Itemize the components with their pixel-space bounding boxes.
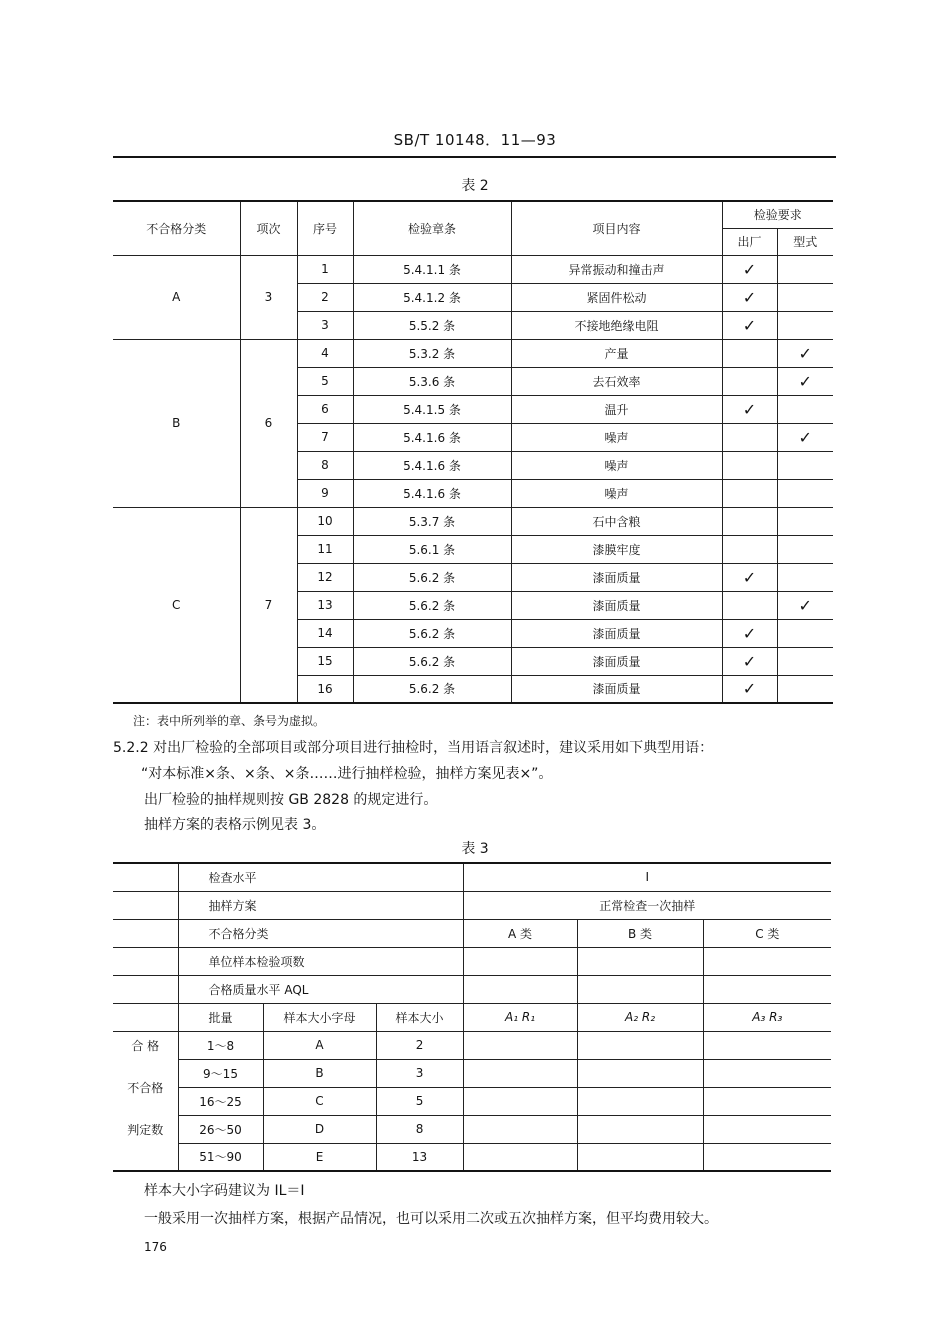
- clause-5-2-2: 5.2.2 对出厂检验的全部项目或部分项目进行抽检时，当用语言叙述时，建议采用如下典型用语：: [113, 740, 714, 756]
- type-check-cell: [777, 647, 833, 675]
- table-row: [113, 507, 833, 535]
- class-label: 不合格分类: [178, 919, 463, 947]
- letter-cell: B: [263, 1059, 376, 1087]
- seq-cell: 10: [297, 507, 353, 535]
- content-cell: 漆面质量: [511, 619, 722, 647]
- content-cell: 漆面质量: [511, 675, 722, 703]
- header-content: 项目内容: [511, 201, 722, 255]
- clause-cell: 5.6.2 条: [353, 675, 511, 703]
- size-cell: 8: [376, 1115, 463, 1143]
- factory-check-cell: [722, 339, 777, 367]
- class-a: A 类: [463, 919, 577, 947]
- content-cell: 漆面质量: [511, 591, 722, 619]
- clause-cell: 5.6.1 条: [353, 535, 511, 563]
- items-cell: 7: [240, 507, 297, 703]
- check-icon: ✓: [798, 595, 812, 615]
- side-fail: 不合格: [113, 1059, 178, 1115]
- type-check-cell: [777, 395, 833, 423]
- check-icon: ✓: [742, 287, 757, 307]
- seq-cell: 9: [297, 479, 353, 507]
- content-cell: 噪声: [511, 479, 722, 507]
- items-cell: 3: [240, 255, 297, 339]
- factory-check-cell: [722, 591, 777, 619]
- items-cell: 6: [240, 339, 297, 507]
- type-check-cell: [777, 591, 833, 619]
- content-cell: 异常振动和撞击声: [511, 255, 722, 283]
- type-check-cell: [777, 507, 833, 535]
- factory-check-cell: [722, 451, 777, 479]
- content-cell: 漆面质量: [511, 563, 722, 591]
- class-cell: A: [113, 255, 240, 339]
- content-cell: 产量: [511, 339, 722, 367]
- factory-check-cell: [722, 479, 777, 507]
- check-icon: ✓: [742, 259, 757, 279]
- seq-cell: 11: [297, 535, 353, 563]
- clause-cell: 5.4.1.6 条: [353, 479, 511, 507]
- document-header: SB/T 10148．11—93: [393, 131, 557, 149]
- header-seq: 序号: [297, 201, 353, 255]
- sampling-rule-text: 出厂检验的抽样规则按 GB 2828 的规定进行。: [144, 792, 438, 808]
- factory-check-cell: [722, 563, 777, 591]
- content-cell: 石中含粮: [511, 507, 722, 535]
- size-cell: 3: [376, 1059, 463, 1087]
- letter-cell: E: [263, 1143, 376, 1171]
- factory-check-cell: [722, 367, 777, 395]
- check-icon: ✓: [798, 427, 812, 447]
- seq-cell: 7: [297, 423, 353, 451]
- factory-check-cell: [722, 535, 777, 563]
- clause-cell: 5.4.1.6 条: [353, 423, 511, 451]
- type-check-cell: [777, 675, 833, 703]
- unit-items-label: 单位样本检验项数: [178, 947, 463, 975]
- content-cell: 温升: [511, 395, 722, 423]
- type-check-cell: [777, 619, 833, 647]
- table-note: 注：表中所列举的章、条号为虚拟。: [133, 714, 326, 728]
- header-clause: 检验章条: [353, 201, 511, 255]
- batch-cell: 51～90: [178, 1143, 263, 1171]
- table-row: [113, 339, 833, 367]
- seq-cell: 14: [297, 619, 353, 647]
- check-icon: ✓: [742, 399, 757, 419]
- aql-label: 合格质量水平 AQL: [178, 975, 463, 1003]
- clause-cell: 5.4.1.6 条: [353, 451, 511, 479]
- sampling-plan-label: 抽样方案: [178, 891, 463, 919]
- content-cell: 噪声: [511, 423, 722, 451]
- type-check-cell: [777, 451, 833, 479]
- typical-phrase: “对本标准×条、×条、×条……进行抽样检验，抽样方案见表×”。: [141, 766, 553, 782]
- class-cell: C: [113, 507, 240, 703]
- sampling-plan-value: 正常检查一次抽样: [463, 891, 831, 919]
- check-icon: ✓: [742, 315, 757, 335]
- content-cell: 漆面质量: [511, 647, 722, 675]
- check-icon: ✓: [742, 623, 757, 643]
- check-icon: ✓: [742, 679, 757, 699]
- clause-cell: 5.6.2 条: [353, 619, 511, 647]
- factory-check-cell: [722, 675, 777, 703]
- col-letter: 样本大小字母: [263, 1003, 376, 1031]
- table-row: [113, 255, 833, 283]
- letter-cell: D: [263, 1115, 376, 1143]
- content-cell: 噪声: [511, 451, 722, 479]
- side-pass: 合 格: [113, 1031, 178, 1059]
- clause-cell: 5.3.6 条: [353, 367, 511, 395]
- inspection-level-label: 检查水平: [178, 863, 463, 891]
- table3-reference-text: 抽样方案的表格示例见表 3。: [144, 817, 326, 833]
- content-cell: 不接地绝缘电阻: [511, 311, 722, 339]
- header-items: 项次: [240, 201, 297, 255]
- sample-code-note: 样本大小字码建议为 IL＝Ⅰ: [144, 1183, 305, 1199]
- header-requirement: 检验要求: [722, 201, 833, 228]
- factory-check-cell: [722, 395, 777, 423]
- clause-cell: 5.3.7 条: [353, 507, 511, 535]
- factory-check-cell: [722, 423, 777, 451]
- seq-cell: 15: [297, 647, 353, 675]
- check-icon: ✓: [798, 371, 812, 391]
- clause-cell: 5.4.1.1 条: [353, 255, 511, 283]
- table2-caption: 表 2: [461, 178, 489, 194]
- seq-cell: 8: [297, 451, 353, 479]
- clause-cell: 5.3.2 条: [353, 339, 511, 367]
- clause-cell: 5.6.2 条: [353, 591, 511, 619]
- header-class: 不合格分类: [113, 201, 240, 255]
- table3-caption: 表 3: [461, 841, 489, 857]
- seq-cell: 13: [297, 591, 353, 619]
- type-check-cell: [777, 255, 833, 283]
- header-factory: 出厂: [722, 228, 777, 255]
- check-icon: ✓: [742, 567, 757, 587]
- check-icon: ✓: [742, 651, 757, 671]
- col-batch: 批量: [178, 1003, 263, 1031]
- ar-a: A₁ R₁: [463, 1003, 577, 1031]
- class-b: B 类: [577, 919, 703, 947]
- seq-cell: 4: [297, 339, 353, 367]
- class-c: C 类: [703, 919, 831, 947]
- size-cell: 5: [376, 1087, 463, 1115]
- seq-cell: 16: [297, 675, 353, 703]
- seq-cell: 2: [297, 283, 353, 311]
- letter-cell: C: [263, 1087, 376, 1115]
- seq-cell: 12: [297, 563, 353, 591]
- side-judge: 判定数: [113, 1115, 178, 1143]
- type-check-cell: [777, 367, 833, 395]
- content-cell: 紧固件松动: [511, 283, 722, 311]
- size-cell: 2: [376, 1031, 463, 1059]
- class-cell: B: [113, 339, 240, 507]
- factory-check-cell: [722, 255, 777, 283]
- clause-cell: 5.4.1.5 条: [353, 395, 511, 423]
- header-rule: [113, 156, 836, 158]
- type-check-cell: [777, 311, 833, 339]
- seq-cell: 3: [297, 311, 353, 339]
- ar-b: A₂ R₂: [577, 1003, 703, 1031]
- sampling-plan-note: 一般采用一次抽样方案，根据产品情况，也可以采用二次或五次抽样方案，但平均费用较大。: [144, 1211, 718, 1227]
- size-cell: 13: [376, 1143, 463, 1171]
- clause-cell: 5.4.1.2 条: [353, 283, 511, 311]
- type-check-cell: [777, 479, 833, 507]
- check-icon: ✓: [798, 343, 812, 363]
- clause-cell: 5.6.2 条: [353, 647, 511, 675]
- clause-cell: 5.6.2 条: [353, 563, 511, 591]
- seq-cell: 6: [297, 395, 353, 423]
- type-check-cell: [777, 339, 833, 367]
- letter-cell: A: [263, 1031, 376, 1059]
- factory-check-cell: [722, 507, 777, 535]
- seq-cell: 5: [297, 367, 353, 395]
- clause-cell: 5.5.2 条: [353, 311, 511, 339]
- factory-check-cell: [722, 647, 777, 675]
- type-check-cell: [777, 423, 833, 451]
- type-check-cell: [777, 283, 833, 311]
- type-check-cell: [777, 563, 833, 591]
- factory-check-cell: [722, 311, 777, 339]
- batch-cell: 16～25: [178, 1087, 263, 1115]
- content-cell: 去石效率: [511, 367, 722, 395]
- factory-check-cell: [722, 283, 777, 311]
- inspection-level-value: Ⅰ: [463, 863, 831, 891]
- batch-cell: 26～50: [178, 1115, 263, 1143]
- header-type: 型式: [777, 228, 833, 255]
- type-check-cell: [777, 535, 833, 563]
- inspection-items-table: [113, 200, 833, 704]
- page-number: 176: [144, 1240, 167, 1254]
- factory-check-cell: [722, 619, 777, 647]
- batch-cell: 9～15: [178, 1059, 263, 1087]
- col-size: 样本大小: [376, 1003, 463, 1031]
- content-cell: 漆膜牢度: [511, 535, 722, 563]
- sampling-plan-table: [113, 862, 831, 1172]
- seq-cell: 1: [297, 255, 353, 283]
- batch-cell: 1～8: [178, 1031, 263, 1059]
- ar-c: A₃ R₃: [703, 1003, 831, 1031]
